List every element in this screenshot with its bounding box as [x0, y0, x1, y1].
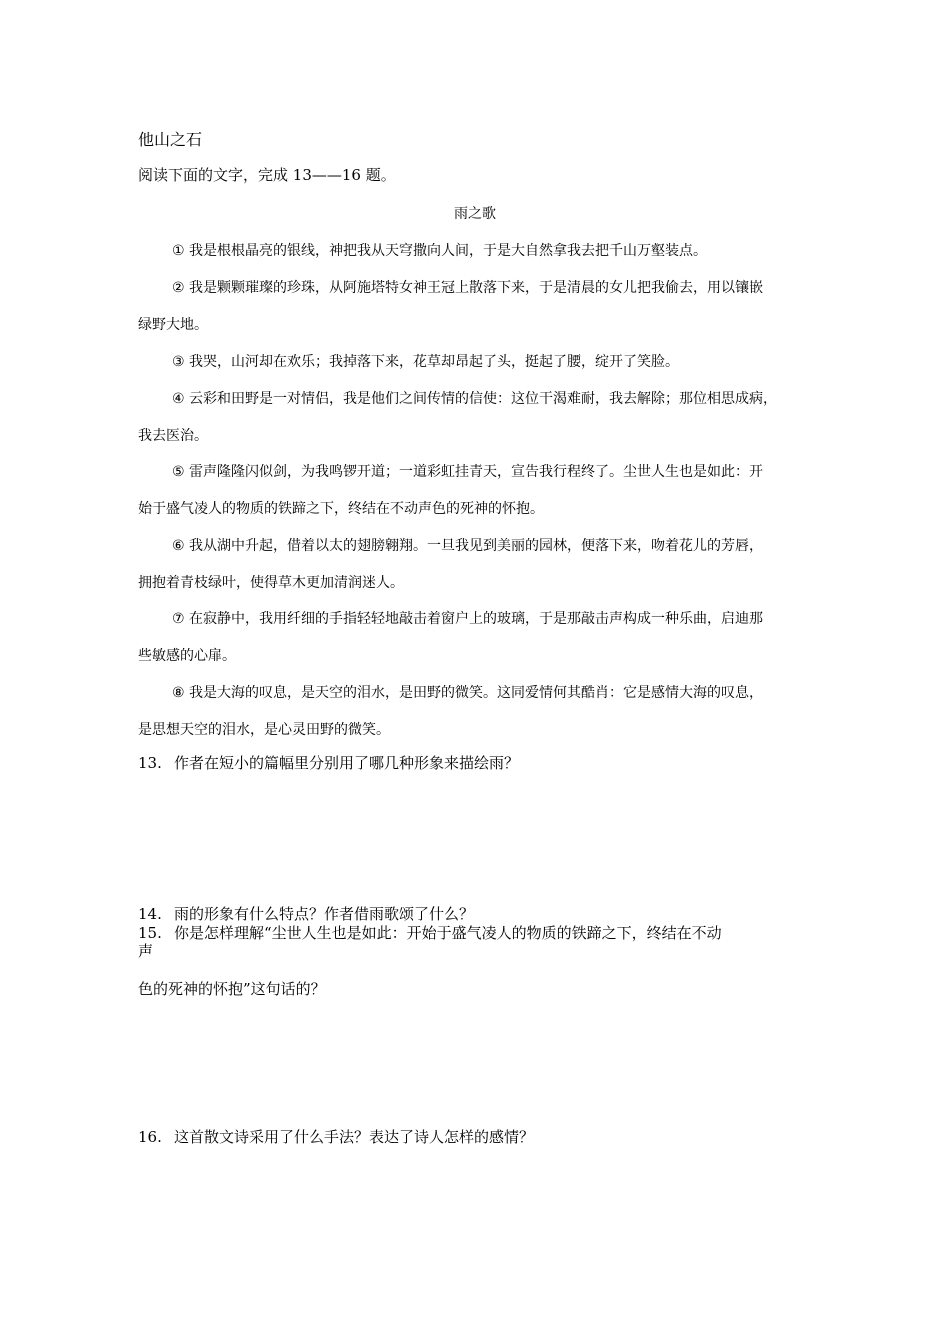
question-text: 作者在短小的篇幅里分别用了哪几种形象来描绘雨？ — [174, 754, 520, 772]
poem-paragraph-4-line-2: 我去医治。 — [138, 428, 208, 444]
poem-paragraph-2-line-2: 绿野大地。 — [138, 317, 208, 333]
question-number: 16. — [138, 1128, 162, 1146]
poem-paragraph-7-line-1: ⑦ 在寂静中，我用纤细的手指轻轻地敲击着窗户上的玻璃，于是那敲击声构成一种乐曲，启迪那 — [172, 611, 763, 627]
question-number: 13. — [138, 754, 162, 772]
poem-paragraph-2-line-1: ② 我是颗颗璀璨的珍珠，从阿施塔特女神王冠上散落下来，于是清晨的女儿把我偷去，用以镶嵌 — [172, 280, 763, 296]
poem-paragraph-5-line-2: 始于盛气凌人的物质的铁蹄之下，终结在不动声色的死神的怀抱。 — [138, 501, 544, 517]
question-number: 15. — [138, 924, 162, 942]
poem-paragraph-6-line-2: 拥抱着青枝绿叶，使得草木更加清润迷人。 — [138, 575, 404, 591]
question-14 — [138, 903, 474, 924]
section-title: 他山之石 — [138, 130, 203, 149]
poem-paragraph-4-line-1: ④ 云彩和田野是一对情侣，我是他们之间传情的信使：这位干渴难耐，我去解除；那位相思成病， — [172, 391, 777, 407]
instruction: 阅读下面的文字，完成 13——16 题。 — [138, 166, 396, 184]
question-15 — [138, 922, 722, 943]
poem-paragraph-7-line-2: 些敏感的心扉。 — [138, 648, 236, 664]
poem-paragraph-5-line-1: ⑤ 雷声隆隆闪似剑，为我鸣锣开道；一道彩虹挂青天，宣告我行程终了。尘世人生也是如此：开 — [172, 464, 763, 480]
poem-paragraph-1-line-1: ① 我是根根晶亮的银线，神把我从天穹撒向人间，于是大自然拿我去把千山万壑装点。 — [172, 243, 707, 259]
poem-paragraph-3-line-1: ③ 我哭，山河却在欢乐；我掉落下来，花草却昂起了头，挺起了腰，绽开了笑脸。 — [172, 354, 679, 370]
poem-paragraph-8-line-1: ⑧ 我是大海的叹息，是天空的泪水，是田野的微笑。这同爱情何其酷肖：它是感情大海的叹息， — [172, 685, 763, 701]
poem-paragraph-6-line-1: ⑥ 我从湖中升起，借着以太的翅膀翱翔。一旦我见到美丽的园林，便落下来，吻着花儿的芳唇， — [172, 538, 763, 554]
poem-title: 雨之歌 — [454, 206, 496, 222]
question-text: 雨的形象有什么特点？作者借雨歌颂了什么？ — [174, 905, 475, 923]
question-15-continuation: 色的死神的怀抱”这句话的？ — [138, 980, 326, 998]
question-text: 你是怎样理解“尘世人生也是如此：开始于盛气凌人的物质的铁蹄之下，终结在不动 — [174, 924, 722, 942]
question-text: 这首散文诗采用了什么手法？表达了诗人怎样的感情？ — [174, 1128, 535, 1146]
poem-paragraph-8-line-2: 是思想天空的泪水，是心灵田野的微笑。 — [138, 722, 390, 738]
question-number: 14. — [138, 905, 162, 923]
question-13 — [138, 752, 519, 773]
question-15-wrap-line: 声 — [138, 942, 154, 960]
question-16 — [138, 1126, 534, 1147]
